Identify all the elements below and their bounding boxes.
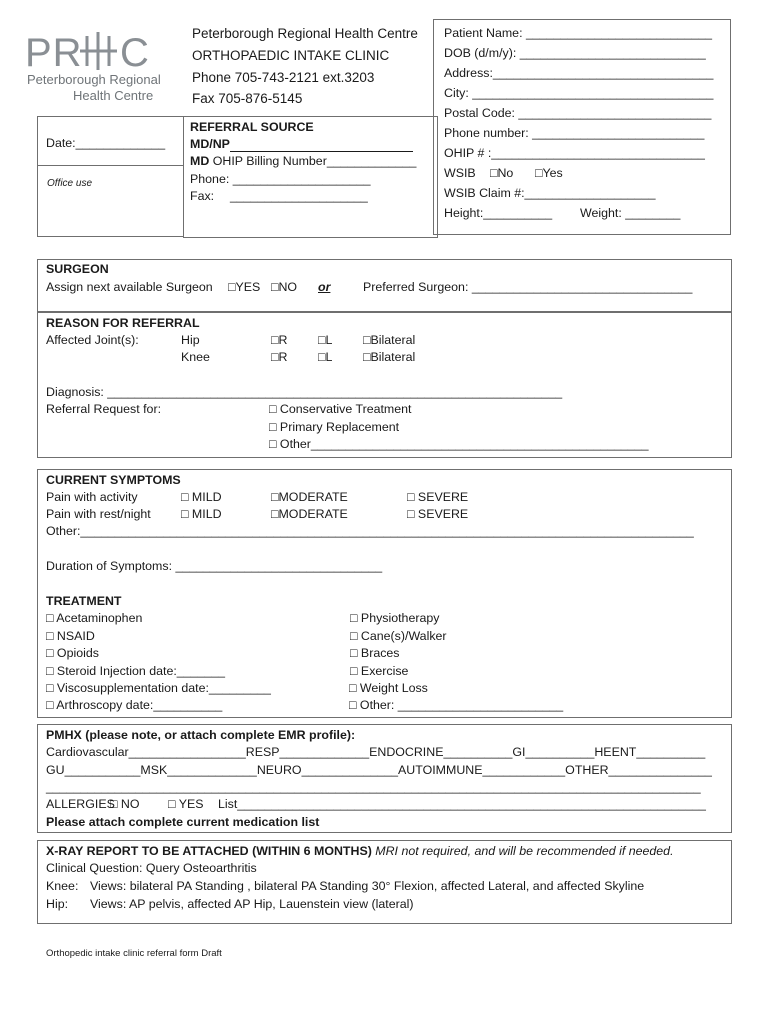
logo-cross-icon [80, 32, 117, 70]
allergies-yes-checkbox[interactable]: □ YES [168, 797, 204, 811]
activity-mild-checkbox[interactable]: □ MILD [181, 490, 222, 504]
dob-field[interactable]: DOB (d/m/y): ___________________________ [444, 46, 706, 60]
md-prefix: MD [190, 154, 210, 168]
logo-line1: Peterborough Regional [27, 72, 161, 87]
medication-attach-note: Please attach complete current medication list [46, 815, 320, 829]
duration-field[interactable]: Duration of Symptoms: ______________________________ [46, 559, 383, 573]
address-field[interactable]: Address:________________________________ [444, 66, 714, 80]
diagnosis-field[interactable]: Diagnosis: __________________________________________________________________ [46, 385, 563, 399]
knee-bilateral-checkbox[interactable]: □Bilateral [363, 350, 416, 364]
or-label: or [318, 280, 331, 294]
assign-no-checkbox[interactable]: □NO [271, 280, 298, 294]
mdnp-line [230, 139, 413, 152]
assign-yes-checkbox[interactable]: □YES [228, 280, 261, 294]
date-office-box [37, 116, 184, 237]
clinic-name: ORTHOPAEDIC INTAKE CLINIC [192, 48, 390, 63]
assign-surgeon-label: Assign next available Surgeon [46, 280, 213, 294]
postal-code-field[interactable]: Postal Code: ____________________________ [444, 106, 712, 120]
date-divider [37, 165, 184, 166]
prhc-logo [25, 30, 160, 110]
referral-phone-field[interactable]: Phone: ____________________ [190, 172, 371, 186]
pmhx-title: PMHX (please note, or attach complete EMR profile): [46, 728, 356, 742]
treatment-opioids-checkbox[interactable]: □ Opioids [46, 646, 99, 660]
treatment-nsaid-checkbox[interactable]: □ NSAID [46, 629, 95, 643]
clinic-phone: Phone 705-743-2121 ext.3203 [192, 70, 375, 85]
symptoms-title: CURRENT SYMPTOMS [46, 473, 181, 487]
ohip-field[interactable]: OHIP # :_______________________________ [444, 146, 705, 160]
referral-source-title: REFERRAL SOURCE [190, 120, 314, 134]
pain-activity-label: Pain with activity [46, 490, 138, 504]
treatment-physio-checkbox[interactable]: □ Physiotherapy [350, 611, 440, 625]
wsib-claim-field[interactable]: WSIB Claim #:___________________ [444, 186, 656, 200]
wsib-label: WSIB [444, 166, 476, 180]
knee-r-checkbox[interactable]: □R [271, 350, 288, 364]
activity-moderate-checkbox[interactable]: □MODERATE [271, 490, 348, 504]
clinic-fax: Fax 705-876-5145 [192, 91, 303, 106]
referral-fax-label: Fax: [190, 189, 215, 203]
xray-title-line [46, 844, 674, 859]
logo-letter-c: C [120, 31, 149, 75]
allergies-no-checkbox[interactable]: □ NO [110, 797, 140, 811]
org-name: Peterborough Regional Health Centre [192, 26, 418, 41]
treatment-acetaminophen-checkbox[interactable]: □ Acetaminophen [46, 611, 143, 625]
treatment-other-field[interactable]: □ Other: ________________________ [349, 698, 564, 712]
hip-views: Views: AP pelvis, affected AP Hip, Lauenstein view (lateral) [90, 897, 414, 911]
pain-rest-label: Pain with rest/night [46, 507, 151, 521]
rest-severe-checkbox[interactable]: □ SEVERE [407, 507, 469, 521]
reason-title: REASON FOR REFERRAL [46, 316, 200, 330]
treatment-visco-checkbox[interactable]: □ Viscosupplementation date:_________ [46, 681, 271, 695]
affected-joints-label: Affected Joint(s): [46, 333, 139, 347]
mri-note: MRI not required, and will be recommended if needed. [371, 844, 674, 858]
hip-r-checkbox[interactable]: □R [271, 333, 288, 347]
knee-l-checkbox[interactable]: □L [318, 350, 333, 364]
ohip-billing-label: OHIP Billing Number_____________ [212, 154, 417, 168]
treatment-exercise-checkbox[interactable]: □ Exercise [350, 664, 409, 678]
allergies-list-field[interactable]: List____________________________________________________________________ [218, 797, 706, 811]
hip-bilateral-checkbox[interactable]: □Bilateral [363, 333, 416, 347]
logo-letters-p-r: PR [25, 31, 83, 75]
knee-label: Knee [181, 350, 210, 364]
xray-title: X-RAY REPORT TO BE ATTACHED (WITHIN 6 MONTHS) [46, 844, 372, 858]
knee-views: Views: bilateral PA Standing , bilateral PA Standing 30° Flexion, affected Lateral, and affected Skyline [90, 879, 645, 893]
allergies-label: ALLERGIES [46, 797, 115, 811]
conservative-checkbox[interactable]: □ Conservative Treatment [269, 402, 412, 416]
treatment-braces-checkbox[interactable]: □ Braces [350, 646, 400, 660]
weight-field[interactable]: Weight: ________ [580, 206, 681, 220]
treatment-steroid-checkbox[interactable]: □ Steroid Injection date:_______ [46, 664, 226, 678]
preferred-surgeon-field[interactable]: Preferred Surgeon: ________________________________ [363, 280, 693, 294]
height-field[interactable]: Height:__________ [444, 206, 553, 220]
treatment-title: TREATMENT [46, 594, 122, 608]
logo-line2: Health Centre [73, 88, 154, 103]
referral-request-label: Referral Request for: [46, 402, 162, 416]
office-use-label: Office use [47, 178, 93, 189]
surgeon-title: SURGEON [46, 262, 109, 276]
clinical-question: Clinical Question: Query Osteoarthritis [46, 861, 257, 875]
ohip-billing-field[interactable] [190, 154, 416, 169]
patient-name-field[interactable]: Patient Name: ___________________________ [444, 26, 713, 40]
knee-views-label: Knee: [46, 879, 79, 893]
symptoms-other-field[interactable]: Other:_________________________________________________________________________________________ [46, 524, 694, 538]
wsib-no-checkbox[interactable]: □No [490, 166, 514, 180]
rest-mild-checkbox[interactable]: □ MILD [181, 507, 222, 521]
hip-l-checkbox[interactable]: □L [318, 333, 333, 347]
treatment-cane-checkbox[interactable]: □ Cane(s)/Walker [350, 629, 447, 643]
pmhx-row2-field[interactable]: GU___________MSK_____________NEURO______________AUTOIMMUNE____________OTHER_______________ [46, 763, 712, 777]
footer-draft-note: Orthopedic intake clinic referral form Draft [46, 948, 222, 959]
primary-replacement-checkbox[interactable]: □ Primary Replacement [269, 420, 400, 434]
pmhx-row3-field[interactable]: _______________________________________________________________________________________________ [46, 780, 701, 794]
city-field[interactable]: City: ___________________________________ [444, 86, 714, 100]
rest-moderate-checkbox[interactable]: □MODERATE [271, 507, 348, 521]
date-field[interactable]: Date:_____________ [46, 136, 166, 150]
phone-number-field[interactable]: Phone number: _________________________ [444, 126, 705, 140]
treatment-weightloss-checkbox[interactable]: □ Weight Loss [349, 681, 428, 695]
activity-severe-checkbox[interactable]: □ SEVERE [407, 490, 469, 504]
mdnp-label: MD/NP [190, 137, 230, 151]
treatment-arthroscopy-checkbox[interactable]: □ Arthroscopy date:__________ [46, 698, 223, 712]
request-other-field[interactable]: □ Other_________________________________________________ [269, 437, 649, 451]
referral-fax-field[interactable]: ____________________ [230, 189, 368, 203]
pmhx-row1-field[interactable]: Cardiovascular_________________RESP_____________ENDOCRINE__________GI__________HEENT__________ [46, 745, 706, 759]
hip-views-label: Hip: [46, 897, 69, 911]
mdnp-field[interactable] [190, 137, 413, 152]
hip-label: Hip [181, 333, 200, 347]
wsib-yes-checkbox[interactable]: □Yes [535, 166, 563, 180]
